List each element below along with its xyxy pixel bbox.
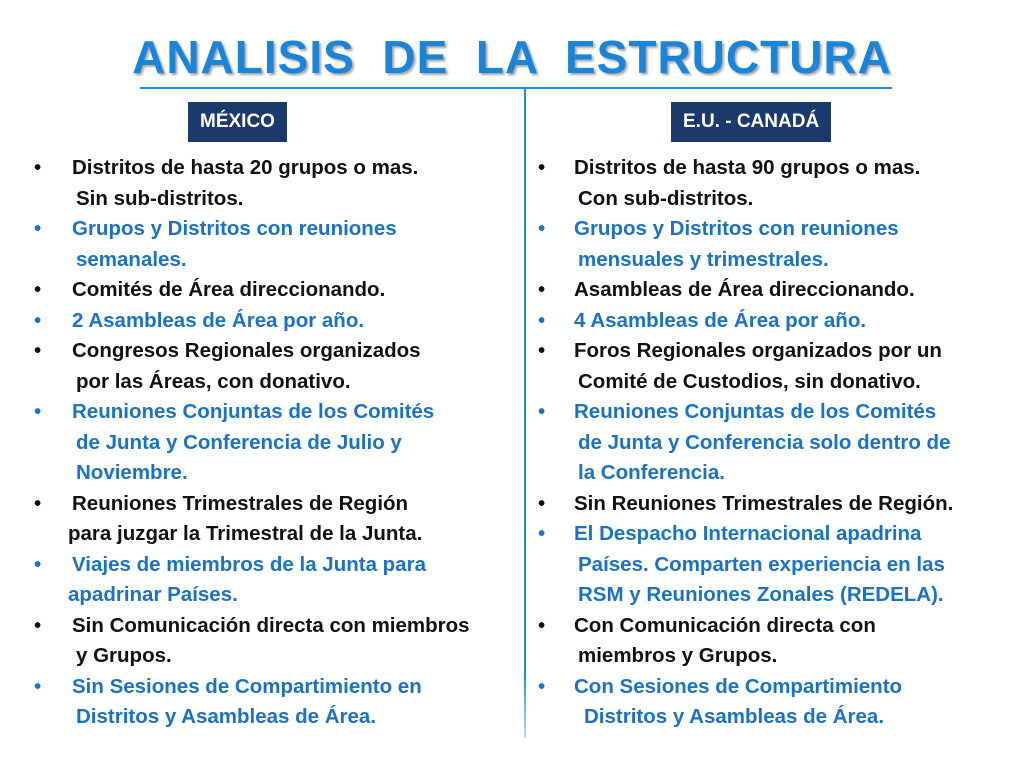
list-item <box>538 397 1008 428</box>
bullet-icon: • <box>538 308 546 332</box>
bullet-icon: • <box>538 339 546 362</box>
list-item-text: apadrinar Países. <box>68 583 238 606</box>
list-item <box>34 245 514 276</box>
list-item <box>34 306 514 337</box>
bullet-icon: • <box>538 217 546 240</box>
list-item <box>538 580 1008 611</box>
list-item <box>34 702 514 733</box>
list-item-text: El Despacho Internacional apadrina <box>574 522 922 545</box>
bullet-icon: • <box>34 339 42 362</box>
list-item-text: Distritos y Asambleas de Área. <box>584 705 885 728</box>
list-item-text: mensuales y trimestrales. <box>578 247 829 271</box>
bullet-icon: • <box>34 674 42 698</box>
list-item-text: semanales. <box>76 247 187 271</box>
list-item <box>538 550 1008 581</box>
list-item-text: miembros y Grupos. <box>578 644 778 667</box>
list-item-text: Distritos de hasta 20 grupos o mas. <box>72 156 419 179</box>
list-item <box>538 611 1008 642</box>
list-item <box>538 489 1008 520</box>
list-item-text: Comités de Área direccionando. <box>72 278 386 301</box>
bullet-icon: • <box>538 674 546 698</box>
list-item-text: la Conferencia. <box>578 461 725 484</box>
list-item-text: RSM y Reuniones Zonales (REDELA). <box>578 583 944 606</box>
list-item <box>34 184 514 215</box>
bullet-icon: • <box>538 491 546 515</box>
bullet-icon: • <box>538 156 546 179</box>
list-item-text: Distritos de hasta 90 grupos o mas. <box>574 156 921 179</box>
list-item-text: Sin Sesiones de Compartimiento en <box>72 674 422 698</box>
list-item <box>538 672 1008 703</box>
list-item <box>34 397 514 428</box>
bullet-icon: • <box>538 400 546 423</box>
list-item <box>538 184 1008 215</box>
bullet-icon: • <box>34 552 42 576</box>
list-item-text: Sin Comunicación directa con miembros <box>72 613 470 637</box>
list-item-text: Viajes de miembros de la Junta para <box>72 552 426 576</box>
list-item <box>34 214 514 245</box>
list-item <box>34 580 514 611</box>
column-divider <box>524 88 526 738</box>
list-item <box>538 275 1008 306</box>
eu-canada-header-badge: E.U. - CANADÁ <box>671 102 831 142</box>
mexico-header-badge: MÉXICO <box>188 102 287 142</box>
bullet-icon: • <box>538 522 546 545</box>
list-item-text: Reuniones Trimestrales de Región <box>72 491 409 515</box>
list-item-text: Sin Reuniones Trimestrales de Región. <box>574 491 954 515</box>
bullet-icon: • <box>34 613 42 637</box>
list-item <box>538 214 1008 245</box>
bullet-icon: • <box>538 278 546 301</box>
list-item-text: para juzgar la Trimestral de la Junta. <box>68 522 423 545</box>
list-item <box>538 153 1008 184</box>
list-item <box>538 306 1008 337</box>
list-item <box>34 611 514 642</box>
list-item-text: Reuniones Conjuntas de los Comités <box>574 400 937 423</box>
bullet-icon: • <box>34 400 42 423</box>
list-item <box>538 458 1008 489</box>
list-item <box>538 245 1008 276</box>
list-item-text: Asambleas de Área direccionando. <box>574 278 915 301</box>
list-item-text: 4 Asambleas de Área por año. <box>574 308 867 332</box>
list-item-text: Países. Comparten experiencia en las <box>578 552 945 576</box>
list-item-text: por las Áreas, con donativo. <box>76 369 351 393</box>
bullet-icon: • <box>34 491 42 515</box>
eu-canada-column <box>538 153 1008 733</box>
list-item-text: y Grupos. <box>76 644 172 667</box>
list-item-text: Grupos y Distritos con reuniones <box>574 217 899 240</box>
list-item <box>34 428 514 459</box>
list-item <box>538 336 1008 367</box>
list-item-text: Comité de Custodios, sin donativo. <box>578 369 921 393</box>
list-item-text: de Junta y Conferencia de Julio y <box>76 430 402 454</box>
bullet-icon: • <box>34 308 42 332</box>
list-item-text: Grupos y Distritos con reuniones <box>72 217 397 240</box>
list-item-text: Foros Regionales organizados por un <box>574 339 942 362</box>
list-item-text: Sin sub-distritos. <box>76 186 244 210</box>
list-item <box>34 275 514 306</box>
list-item-text: Con sub-distritos. <box>578 186 754 210</box>
list-item <box>34 153 514 184</box>
list-item-text: Reuniones Conjuntas de los Comités <box>72 400 435 423</box>
bullet-icon: • <box>538 613 546 637</box>
bullet-icon: • <box>34 278 42 301</box>
list-item <box>34 519 514 550</box>
list-item-text: Con Comunicación directa con <box>574 613 876 637</box>
mexico-column <box>34 153 514 733</box>
list-item-text: de Junta y Conferencia solo dentro de <box>578 430 951 454</box>
list-item <box>34 367 514 398</box>
list-item <box>34 550 514 581</box>
list-item-text: Congresos Regionales organizados <box>72 339 421 362</box>
list-item <box>34 641 514 672</box>
list-item-text: Con Sesiones de Compartimiento <box>574 674 903 698</box>
list-item <box>538 702 1008 733</box>
title-underline <box>140 87 892 89</box>
list-item-text: Noviembre. <box>76 461 188 484</box>
list-item <box>538 367 1008 398</box>
list-item <box>538 519 1008 550</box>
list-item <box>34 489 514 520</box>
list-item <box>538 428 1008 459</box>
list-item-text: 2 Asambleas de Área por año. <box>72 308 365 332</box>
list-item <box>34 458 514 489</box>
page-title: ANALISIS DE LA ESTRUCTURA <box>132 31 892 83</box>
list-item <box>34 336 514 367</box>
list-item <box>538 641 1008 672</box>
bullet-icon: • <box>34 217 42 240</box>
list-item-text: Distritos y Asambleas de Área. <box>76 705 377 728</box>
list-item <box>34 672 514 703</box>
bullet-icon: • <box>34 156 42 179</box>
